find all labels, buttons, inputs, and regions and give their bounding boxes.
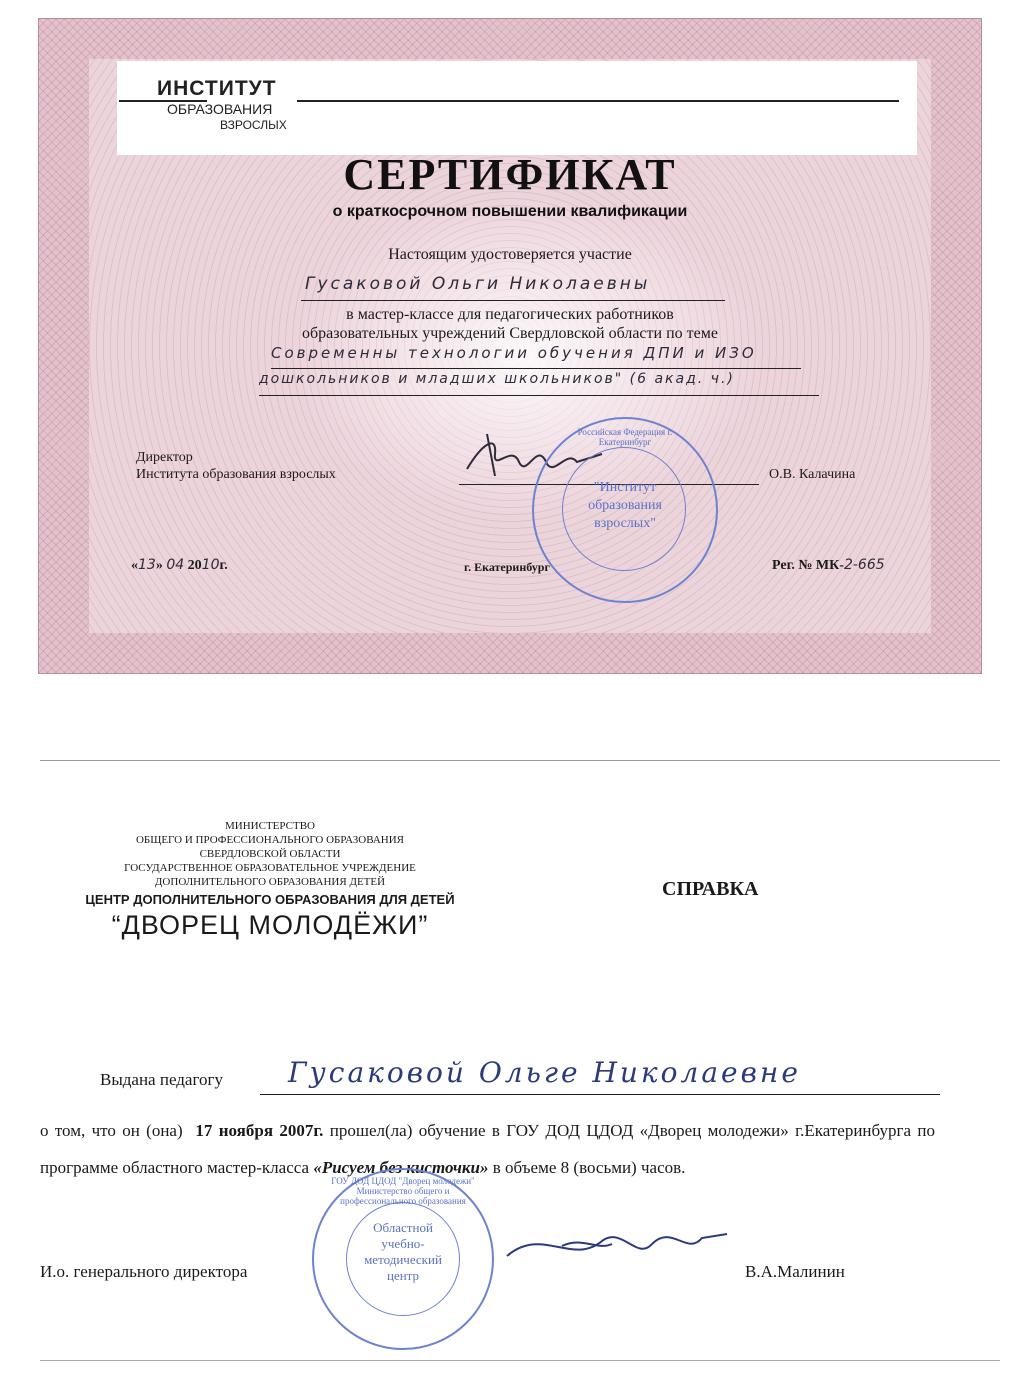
top-rule bbox=[40, 760, 1000, 761]
stamp-ring-text: Российская Федерация г. Екатеринбург bbox=[577, 427, 673, 447]
reg-label: Рег. № МК- bbox=[772, 558, 844, 573]
institute-logo bbox=[117, 61, 917, 155]
stamp-ring-text: ГОУ ДОД ЦДОД "Дворец молодежи" Министерство общего и профессионального образования bbox=[331, 1176, 475, 1206]
issued-label: Выдана педагогу bbox=[100, 1070, 223, 1089]
stamp-center-line-2: учебно- bbox=[381, 1236, 425, 1251]
certificate-city: г. Екатеринбург bbox=[464, 560, 550, 574]
date-day: 13 bbox=[138, 557, 156, 573]
header-line-4: ГОСУДАРСТВЕННОЕ ОБРАЗОВАТЕЛЬНОЕ УЧРЕЖДЕНИЕ bbox=[124, 862, 416, 874]
stamp-center bbox=[354, 1220, 452, 1284]
stamp-center-text: "Институт образования взрослых" bbox=[588, 480, 662, 531]
certificate-title: СЕРТИФИКАТ bbox=[343, 150, 677, 199]
logo-line-1: ИНСТИТУТ bbox=[157, 77, 277, 100]
date-month: 04 bbox=[166, 557, 185, 573]
spravka-title: СПРАВКА bbox=[662, 878, 759, 900]
spravka-body bbox=[40, 1112, 935, 1186]
director-title: И.о. генерального директора bbox=[40, 1262, 248, 1281]
date-quote-open: « bbox=[131, 558, 138, 573]
issued-line bbox=[260, 1094, 940, 1095]
certify-text: Настоящим удостоверяется участие bbox=[388, 246, 632, 263]
date-suffix: г. bbox=[219, 558, 228, 573]
body-part-1: о том, что он (она) bbox=[40, 1121, 183, 1140]
spravka bbox=[40, 760, 1000, 1390]
certificate-subtitle: о краткосрочном повышении квалификации bbox=[332, 203, 688, 220]
logo-line-2: ОБРАЗОВАНИЯ bbox=[167, 101, 273, 117]
registration-number bbox=[772, 557, 885, 574]
date-year-prefix: 20 bbox=[187, 558, 202, 573]
context-text bbox=[39, 305, 981, 343]
institute-stamp bbox=[532, 417, 718, 603]
director-name: В.А.Малинин bbox=[745, 1262, 845, 1281]
header-line-2: ОБЩЕГО И ПРОФЕССИОНАЛЬНОГО ОБРАЗОВАНИЯ bbox=[135, 834, 405, 846]
context-line-2: образовательных учреждений Свердловской области по теме bbox=[302, 325, 718, 342]
body-part-2: прошел(ла) обучение в ГОУ ДОД ЦДОД «Дворец молодежи» г.Екатеринбурга по программе областного мастер-класса bbox=[40, 1121, 936, 1177]
bottom-rule bbox=[40, 1360, 1000, 1361]
header-line-6: ЦЕНТР ДОПОЛНИТЕЛЬНОГО ОБРАЗОВАНИЯ ДЛЯ ДЕТЕЙ bbox=[85, 892, 455, 907]
logo-line-3: ВЗРОСЛЫХ bbox=[220, 118, 287, 132]
stamp-center-line-3: методический bbox=[364, 1252, 442, 1267]
body-program: «Рисуем без кисточки» bbox=[313, 1158, 489, 1177]
signatory-title-line-2: Института образования взрослых bbox=[136, 467, 336, 482]
topic-line-2: дошкольников и младших школьников" (6 акад. ч.) bbox=[259, 371, 819, 396]
date-year: 10 bbox=[201, 557, 220, 573]
header-line-5: ДОПОЛНИТЕЛЬНОГО ОБРАЗОВАНИЯ ДЕТЕЙ bbox=[154, 876, 386, 888]
date-quote-close: » bbox=[155, 558, 163, 573]
topic-line-1: Современны технологии обучения ДПИ и ИЗО bbox=[271, 344, 801, 369]
participant-name: Гусаковой Ольги Николаевны bbox=[301, 274, 725, 301]
header-line-3: СВЕРДЛОВСКОЙ ОБЛАСТИ bbox=[199, 848, 341, 860]
director-signature bbox=[502, 1216, 732, 1276]
stamp-center-line-4: центр bbox=[386, 1268, 420, 1283]
signatory-title-line-1: Директор bbox=[136, 450, 193, 465]
body-date: 17 ноября 2007г. bbox=[195, 1121, 324, 1140]
center-stamp bbox=[312, 1168, 494, 1350]
stamp-center-line-1: Областной bbox=[373, 1220, 433, 1235]
certificate-date bbox=[131, 557, 228, 574]
context-line-1: в мастер-классе для педагогических работников bbox=[346, 306, 674, 323]
body-part-3: в объеме 8 (восьми) часов. bbox=[492, 1158, 686, 1177]
signatory-name: О.В. Калачина bbox=[769, 467, 856, 482]
header-line-1: МИНИСТЕРСТВО bbox=[225, 820, 315, 832]
signatory-title bbox=[136, 449, 336, 483]
issued-name: Гусаковой Ольге Николаевне bbox=[288, 1056, 801, 1089]
certificate bbox=[38, 18, 982, 674]
header-line-7: “ДВОРЕЦ МОЛОДЁЖИ” bbox=[111, 910, 429, 940]
reg-number: 2-665 bbox=[843, 557, 885, 573]
logo-rule bbox=[297, 100, 899, 102]
